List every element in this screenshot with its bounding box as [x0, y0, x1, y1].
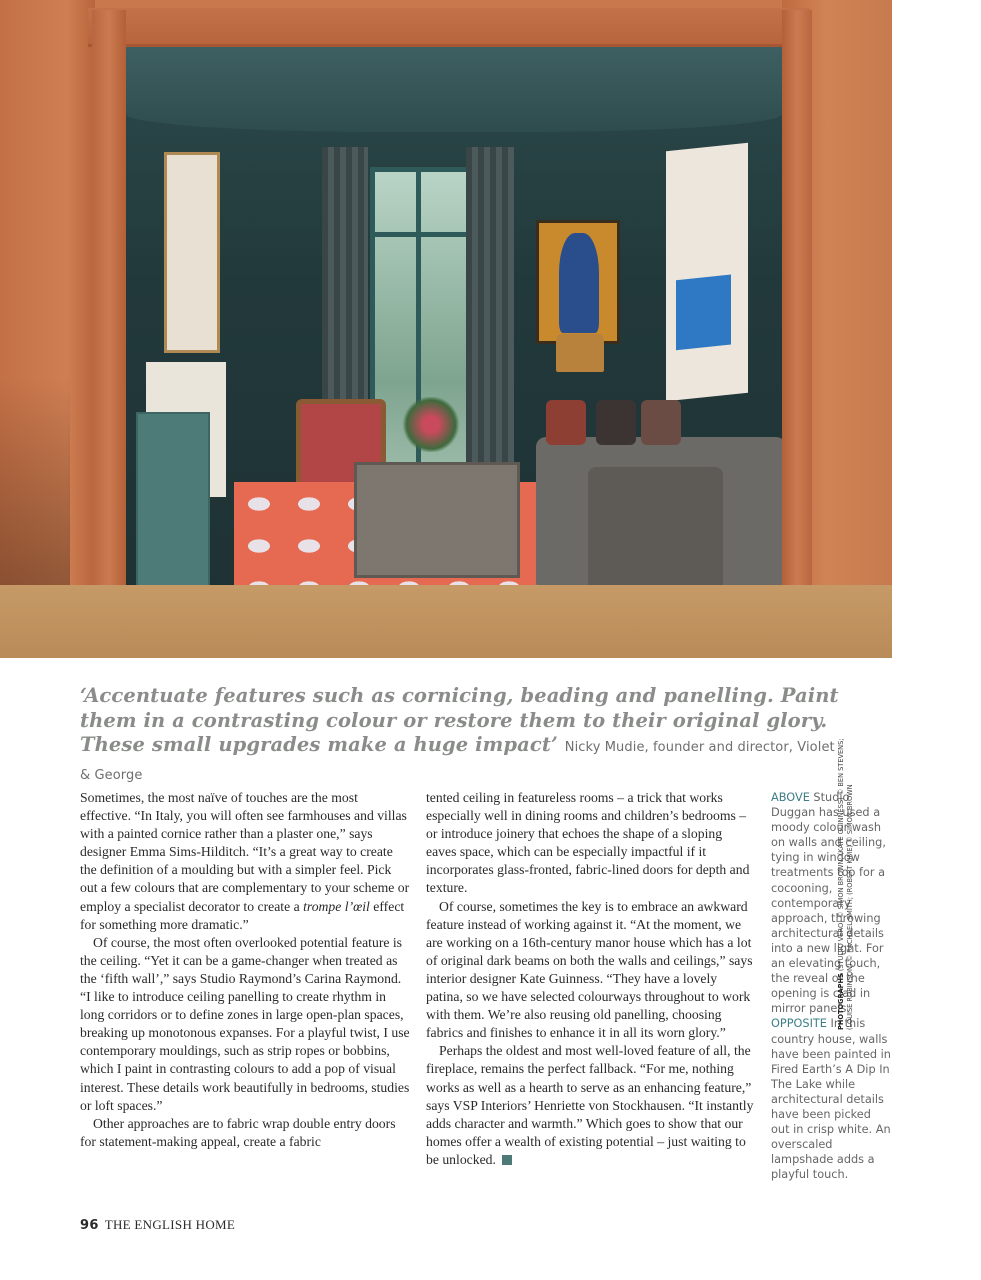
pull-quote	[80, 684, 840, 788]
caption-label-opposite: OPPOSITE	[771, 1017, 827, 1031]
pull-quote-text: ‘Accentuate features such as cornicing, beading and panelling. Paint them in a contrasting colour or restore them to their original glory. These small upgrades make a huge impact’	[80, 684, 839, 756]
hero-photograph	[0, 0, 892, 658]
artwork-left	[164, 152, 220, 353]
pull-quote-credit: Nicky Mudie, founder and director, Violet & George	[80, 740, 835, 783]
caption-label-above: ABOVE	[771, 791, 810, 804]
paragraph: Of course, the most often overlooked potential feature is the ceiling. “Yet it can be a game-changer when treated as the ‘fifth wall’,” says Studio Raymond’s Carina Raymond. “I like to introduce ceiling panelling to create rhythm in long corridors or to define zones in large open-plan spaces, breaking up monotonous expanses. For a playful twist, I use contemporary mouldings, such as strip ropes or bobbins, which I paint in contrasting colours to add a pop of visual interest. These details work beautifully in bedrooms, studies or loft spaces.”	[80, 934, 410, 1113]
paragraph: Of course, sometimes the key is to embrace an awkward feature instead of working against it. “At the moment, we are working on a 16th-century manor house which has a lot of original dark beams on both the walls and ceilings,” says interior designer Kate Guinness. “They have a lovely patina, so we have selected colourways throughout to work with them. We’re also reusing old panelling, choosing fabrics and finishes to enhance it in all its worn glory.”	[426, 898, 753, 1041]
coffee-table	[354, 462, 520, 578]
door-architrave-right	[782, 10, 812, 640]
end-of-article-mark	[502, 1155, 512, 1165]
photo-caption	[771, 790, 891, 1182]
floor	[0, 585, 892, 658]
paragraph: Sometimes, the most naïve of touches are the most effective. “In Italy, you will often see farmhouses and villas with a painted cornice rather than a plaster one,” says designer Emma Sims-Hilditch. “It’s a great way to create the definition of a moulding but with a simpler feel. Pick out a few colours that are complementary to your scheme or employ a specialist decorator to create a trompe l’œil effect for something more dramatic.”	[80, 790, 410, 932]
cushion	[596, 400, 636, 445]
door-architrave-left	[92, 10, 126, 640]
page-number: 96	[80, 1218, 99, 1233]
paragraph: Other approaches are to fabric wrap double entry doors for statement-making appeal, create a fabric	[80, 1115, 396, 1149]
artwork-right	[666, 143, 748, 402]
photo-credit: PHOTOGRAPHS (STUDIO VERO) © SIMON BROWN; (KATE GUINNESS) © BEN STEVENS; (LOUISE ROBINSON) © RACHAEL SMITH; (ROBERT KIME) © SIMON BROWN	[837, 738, 854, 1030]
caption-text-opposite: In this country house, walls have been painted in Fired Earth’s A Dip In The Lake while architectural details have been picked out in crisp white. An overscaled lampshade adds a playful touch.	[771, 1017, 891, 1182]
room-interior	[126, 42, 782, 637]
lampshade	[556, 334, 604, 372]
caption-text-above: Studio Duggan has used a moody colour wash on walls and ceiling, tying in window treatments too for a cocooning, contemporary approach, throwing architectural details into a new light. For an elevating touch, the reveal of the opening is clad in mirror panels.	[771, 791, 886, 1016]
ceiling	[126, 42, 782, 132]
folio	[80, 1217, 235, 1233]
curtain-right	[466, 147, 514, 497]
body-column-1	[80, 789, 412, 1151]
sofa-end	[588, 467, 723, 592]
flower-vase	[401, 397, 461, 452]
publication-name: THE ENGLISH HOME	[104, 1217, 236, 1232]
cushion	[641, 400, 681, 445]
paragraph: tented ceiling in featureless rooms – a trick that works especially well in dining rooms and children’s bedrooms – or introduce joinery that echoes the shape of a sloping eaves space, which can be especially impactful if it incorporates glass-fronted, fabric-lined doors for depth and texture.	[426, 790, 750, 896]
door-architrave-top	[88, 8, 810, 47]
cushion	[546, 400, 586, 445]
artwork-portrait	[536, 220, 620, 344]
paragraph: Perhaps the oldest and most well-loved feature of all, the fireplace, remains the perfect fallback. “For me, nothing works as well as a hearth to serve as an enhancing feature,” says VSP Interiors’ Henriette von Stockhausen. “It instantly adds character and warmth.” Which goes to show that our homes offer a wealth of existing potential – just waiting to be unlocked.	[426, 1043, 754, 1167]
body-column-2	[426, 789, 754, 1169]
